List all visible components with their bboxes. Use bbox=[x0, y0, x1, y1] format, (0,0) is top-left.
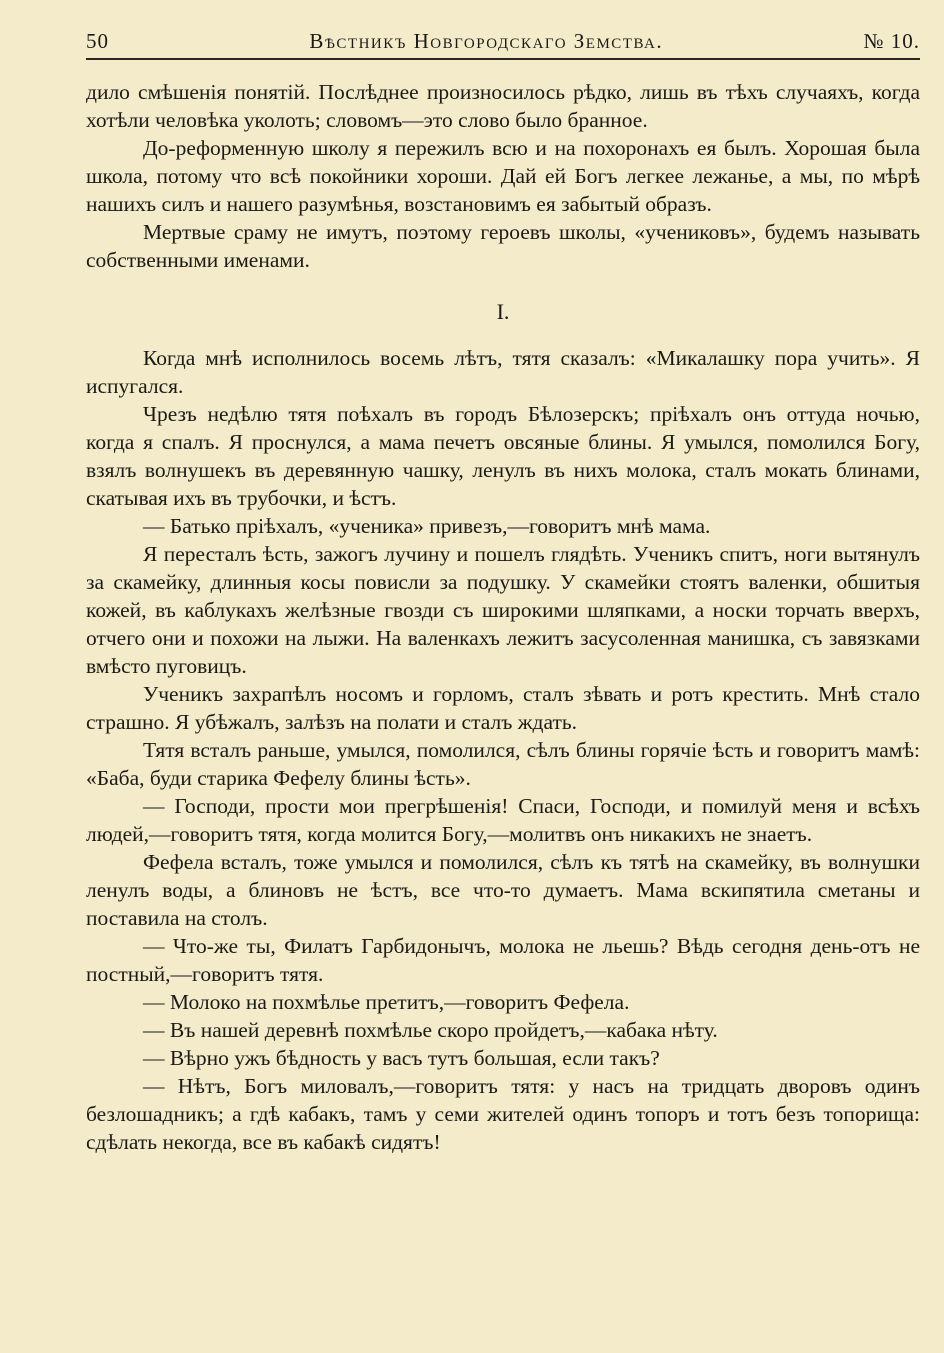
page-number: 50 bbox=[86, 29, 109, 53]
article-body bbox=[86, 78, 920, 1156]
paragraph: До-реформенную школу я пережилъ всю и на похоронахъ ея былъ. Хорошая была школа, потому что всѣ покойники хороши. Дай ей Богъ легкее лежанье, а мы, по мѣрѣ нашихъ силъ и нашего разумѣнья, возстановимъ ея забытый образъ. bbox=[86, 136, 920, 216]
paragraph: Я пересталъ ѣсть, зажогъ лучину и пошелъ глядѣть. Ученикъ спитъ, ноги вытянулъ за скамейку, длинныя косы повисли за подушку. У скамейки стоятъ валенки, обшитыя кожей, въ каблукахъ желѣзные гвозди съ широкими шляпками, а носки торчать вверхъ, отчего они и похожи на лыжи. На валенкахъ лежитъ засусоленная манишка, съ завязками вмѣсто пуговицъ. bbox=[86, 542, 920, 678]
paragraph: дило смѣшенія понятій. Послѣднее произносилось рѣдко, лишь въ тѣхъ случаяхъ, когда хотѣли человѣка уколоть; словомъ—это слово было бранное. bbox=[86, 80, 920, 132]
paragraph: Мертвые сраму не имутъ, поэтому героевъ школы, «учениковъ», будемъ называть собственными именами. bbox=[86, 220, 920, 272]
journal-title: Вѣстникъ Новгородскаго Земства. bbox=[309, 29, 664, 53]
paragraph: Тятя всталъ раньше, умылся, помолился, сѣлъ блины горячіе ѣсть и говоритъ мамѣ: «Баба, буди старика Фефелу блины ѣсть». bbox=[86, 738, 920, 790]
paragraph: — Батько пріѣхалъ, «ученика» привезъ,—говоритъ мнѣ мама. bbox=[143, 514, 711, 538]
paragraph: — Что-же ты, Филатъ Гарбидонычъ, молока не льешь? Вѣдь сегодня день-отъ не постный,—говоритъ тятя. bbox=[86, 934, 920, 986]
paragraph: Фефела всталъ, тоже умылся и помолился, сѣлъ къ тятѣ на скамейку, въ волнушки ленулъ воды, а блиновъ не ѣстъ, все что-то думаетъ. Мама вскипятила сметаны и поставила на столъ. bbox=[86, 850, 920, 930]
issue-number: № 10. bbox=[863, 29, 920, 53]
paragraph: — Господи, прости мои прегрѣшенія! Спаси, Господи, и помилуй меня и всѣхъ людей,—говоритъ тятя, когда молится Богу,—молитвъ онъ никакихъ не знаетъ. bbox=[86, 794, 920, 846]
paragraph: Чрезъ недѣлю тятя поѣхалъ въ городъ Бѣлозерскъ; пріѣхалъ онъ оттуда ночью, когда я спалъ. Я проснулся, а мама печетъ овсяные блины. Я умылся, помолился Богу, взялъ волнушекъ въ деревянную чашку, ленулъ въ нихъ молока, сталъ мокать блинами, скатывая ихъ въ трубочки, и ѣстъ. bbox=[86, 402, 920, 510]
running-header bbox=[86, 22, 920, 60]
paragraph: — Нѣтъ, Богъ миловалъ,—говоритъ тятя: у насъ на тридцать дворовъ одинъ безлошадникъ; а гдѣ кабакъ, тамъ у семи жителей одинъ топоръ и тотъ безъ топорища: сдѣлать некогда, все въ кабакѣ сидятъ! bbox=[86, 1074, 920, 1154]
paragraph: Ученикъ захрапѣлъ носомъ и горломъ, сталъ зѣвать и ротъ крестить. Мнѣ стало страшно. Я убѣжалъ, залѣзъ на полати и сталъ ждать. bbox=[86, 682, 920, 734]
paragraph: — Вѣрно ужъ бѣдность у васъ тутъ большая, если такъ? bbox=[143, 1046, 660, 1070]
paragraph: — Въ нашей деревнѣ похмѣлье скоро пройдетъ,—кабака нѣту. bbox=[143, 1018, 718, 1042]
paragraph: — Молоко на похмѣлье претитъ,—говоритъ Фефела. bbox=[143, 990, 630, 1014]
section-heading: I. bbox=[496, 299, 510, 324]
paragraph: Когда мнѣ исполнилось восемь лѣтъ, тятя сказалъ: «Микалашку пора учить». Я испугался. bbox=[86, 346, 920, 398]
